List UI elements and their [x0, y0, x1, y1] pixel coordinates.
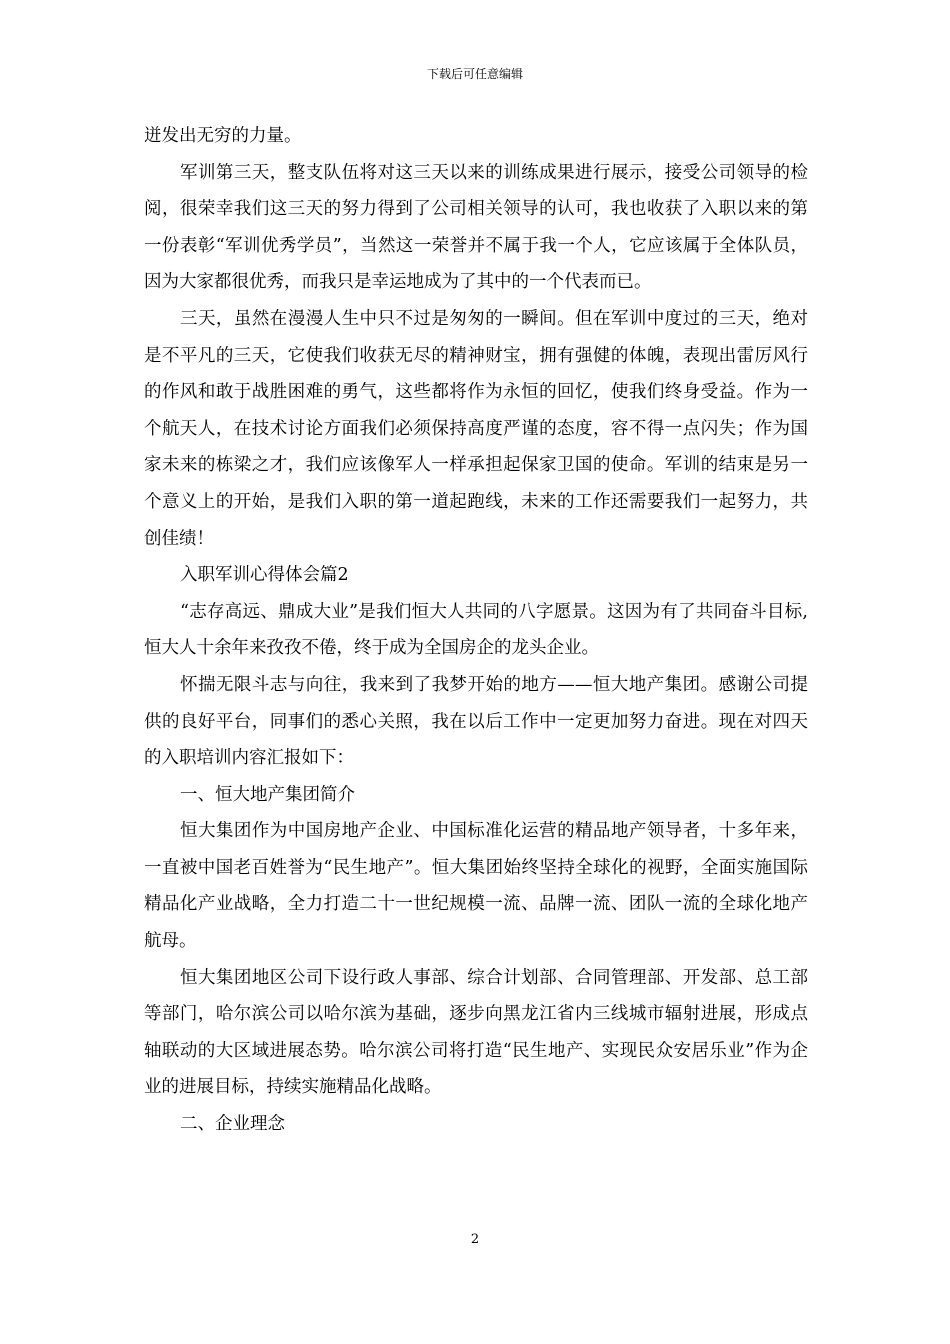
paragraph: “志存高远、鼎成大业”是我们恒大人共同的八字愿景。这因为有了共同奋斗目标,恒大人十余年来孜孜不倦，终于成为全国房企的龙头企业。: [144, 601, 808, 659]
header-text: 下载后可任意编辑: [426, 67, 523, 81]
document-body: [144, 118, 808, 1143]
section-heading: 二、企业理念: [180, 1114, 285, 1135]
paragraph: 迸发出无穷的力量。: [144, 126, 302, 146]
paragraph: 恒大集团地区公司下设行政人事部、综合计划部、合同管理部、开发部、总工部等部门，哈尔滨公司以哈尔滨为基础，逐步向黑龙江省内三线城市辐射进展，形成点轴联动的大区域进展态势。哈尔滨公司将打造“民生地产、实现民众安居乐业”作为企业的进展目标，持续实施精品化战略。: [144, 967, 808, 1098]
section-heading: 一、恒大地产集团简介: [180, 784, 355, 805]
section-title: 入职军训心得体会篇2: [180, 565, 349, 586]
paragraph: 军训第三天，整支队伍将对这三天以来的训练成果进行展示，接受公司领导的检阅，很荣幸我们这三天的努力得到了公司相关领导的认可，我也收获了入职以来的第一份表彰“军训优秀学员”，当然这一荣誉并不属于我一个人，它应该属于全体队员，因为大家都很优秀，而我只是幸运地成为了其中的一个代表而已。: [144, 162, 808, 293]
paragraph: 三天，虽然在漫漫人生中只不过是匆匆的一瞬间。但在军训中度过的三天，绝对是不平凡的三天，它使我们收获无尽的精神财宝，拥有强健的体魄，表现出雷厉风行的作风和敢于战胜困难的勇气，这些都将作为永恒的回忆，使我们终身受益。作为一个航天人，在技术讨论方面我们必须保持高度严谨的态度，容不得一点闪失；作为国家未来的栋梁之才，我们应该像军人一样承担起保家卫国的使命。军训的结束是另一个意义上的开始，是我们入职的第一道起跑线，未来的工作还需要我们一起努力，共创佳绩！: [144, 308, 808, 549]
page-header: [0, 66, 950, 82]
paragraph: 怀揣无限斗志与向往，我来到了我梦开始的地方——恒大地产集团。感谢公司提供的良好平台，同事们的悉心关照，我在以后工作中一定更加努力奋进。现在对四天的入职培训内容汇报如下：: [144, 674, 808, 769]
page-footer: [0, 1232, 950, 1248]
paragraph: 恒大集团作为中国房地产企业、中国标准化运营的精品地产领导者，十多年来，一直被中国老百姓誉为“民生地产”。恒大集团始终坚持全球化的视野，全面实施国际精品化产业战略，全力打造二十一世纪规模一流、品牌一流、团队一流的全球化地产航母。: [144, 821, 808, 952]
page-number: 2: [470, 1232, 480, 1247]
